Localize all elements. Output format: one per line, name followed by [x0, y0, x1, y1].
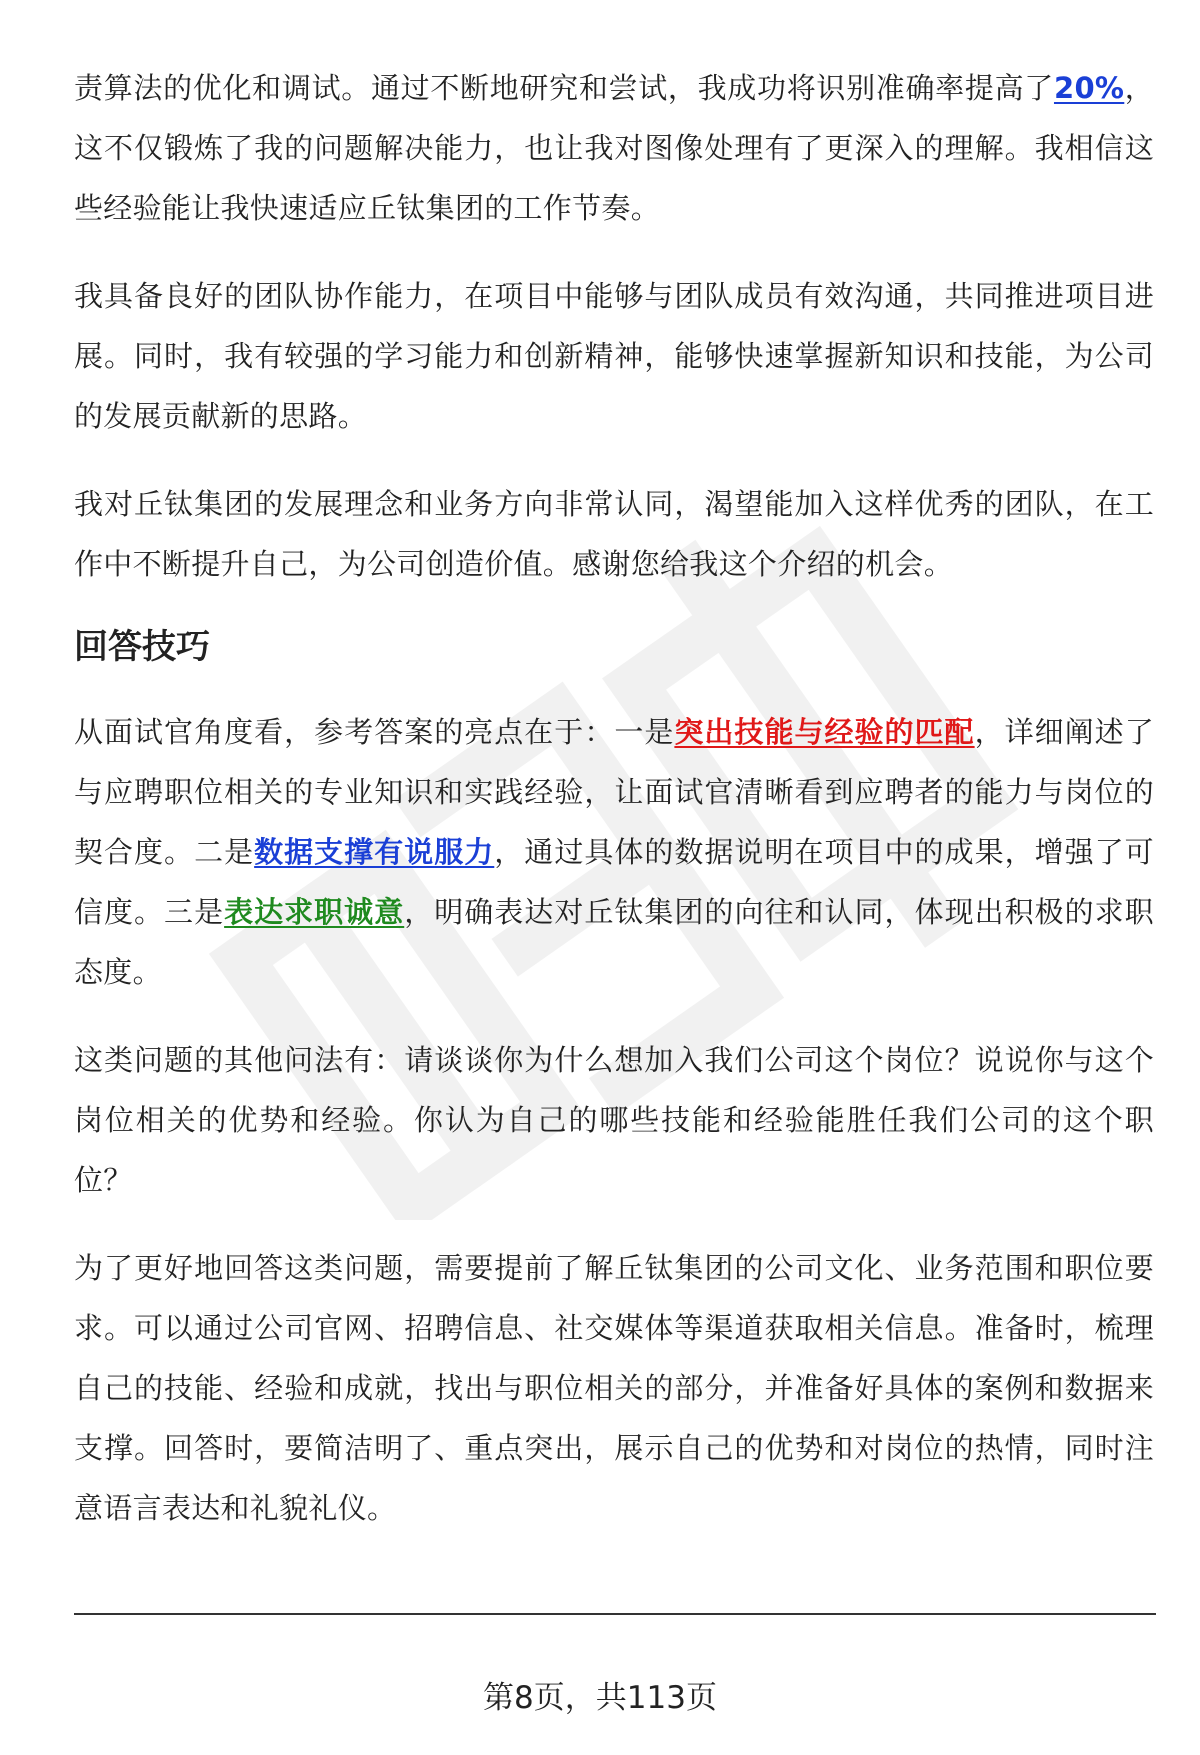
para1-text-end: ，这不仅锻炼了我的问题解决能力，也让我对图像处理有了更深入的理解。我相信这些经验能让我快速适应丘钛集团的工作节奏。 — [74, 71, 1154, 225]
tips-text-4: ，明确表达对丘钛集团的向往和认同，体现出积极的求职态度。 — [74, 895, 1154, 989]
section-heading: 回答技巧 — [74, 627, 210, 667]
page-number: 第8页，共113页 — [483, 1680, 717, 1716]
tips-text-1: 从面试官角度看，参考答案的亮点在于：一是 — [74, 715, 675, 749]
accuracy-highlight: 20% — [1053, 71, 1125, 105]
tips-text-2: ，详细阐述了与应聘职位相关的专业知识和实践经验，让面试官清晰看到应聘者的能力与岗位的契合度。二是 — [74, 715, 1154, 869]
footer-divider — [74, 1613, 1156, 1615]
document-body — [74, 58, 1154, 1566]
tips-paragraph — [74, 702, 1154, 1002]
tips-text-3: ，通过具体的数据说明在项目中的成果，增强了可信度。三是 — [74, 835, 1154, 929]
body-paragraph-2: 我具备良好的团队协作能力，在项目中能够与团队成员有效沟通，共同推进项目进展。同时，我有较强的学习能力和创新精神，能够快速掌握新知识和技能，为公司的发展贡献新的思路。 — [74, 279, 1154, 433]
highlight-data-support: 数据支撑有说服力 — [254, 835, 495, 869]
highlight-skill-match: 突出技能与经验的匹配 — [674, 715, 975, 749]
body-paragraph-3: 我对丘钛集团的发展理念和业务方向非常认同，渴望能加入这样优秀的团队，在工作中不断提升自己，为公司创造价值。感谢您给我这个介绍的机会。 — [74, 487, 1154, 581]
body-paragraph-1 — [74, 58, 1154, 238]
other-questions-paragraph: 这类问题的其他问法有：请谈谈你为什么想加入我们公司这个岗位？说说你与这个岗位相关的优势和经验。你认为自己的哪些技能和经验能胜任我们公司的这个职位？ — [74, 1043, 1154, 1197]
advice-paragraph: 为了更好地回答这类问题，需要提前了解丘钛集团的公司文化、业务范围和职位要求。可以通过公司官网、招聘信息、社交媒体等渠道获取相关信息。准备时，梳理自己的技能、经验和成就，找出与职位相关的部分，并准备好具体的案例和数据来支撑。回答时，要简洁明了、重点突出，展示自己的优势和对岗位的热情，同时注意语言表达和礼貌礼仪。 — [74, 1251, 1154, 1525]
para1-text-start: 责算法的优化和调试。通过不断地研究和尝试，我成功将识别准确率提高了 — [74, 71, 1054, 105]
highlight-sincerity: 表达求职诚意 — [224, 895, 405, 929]
